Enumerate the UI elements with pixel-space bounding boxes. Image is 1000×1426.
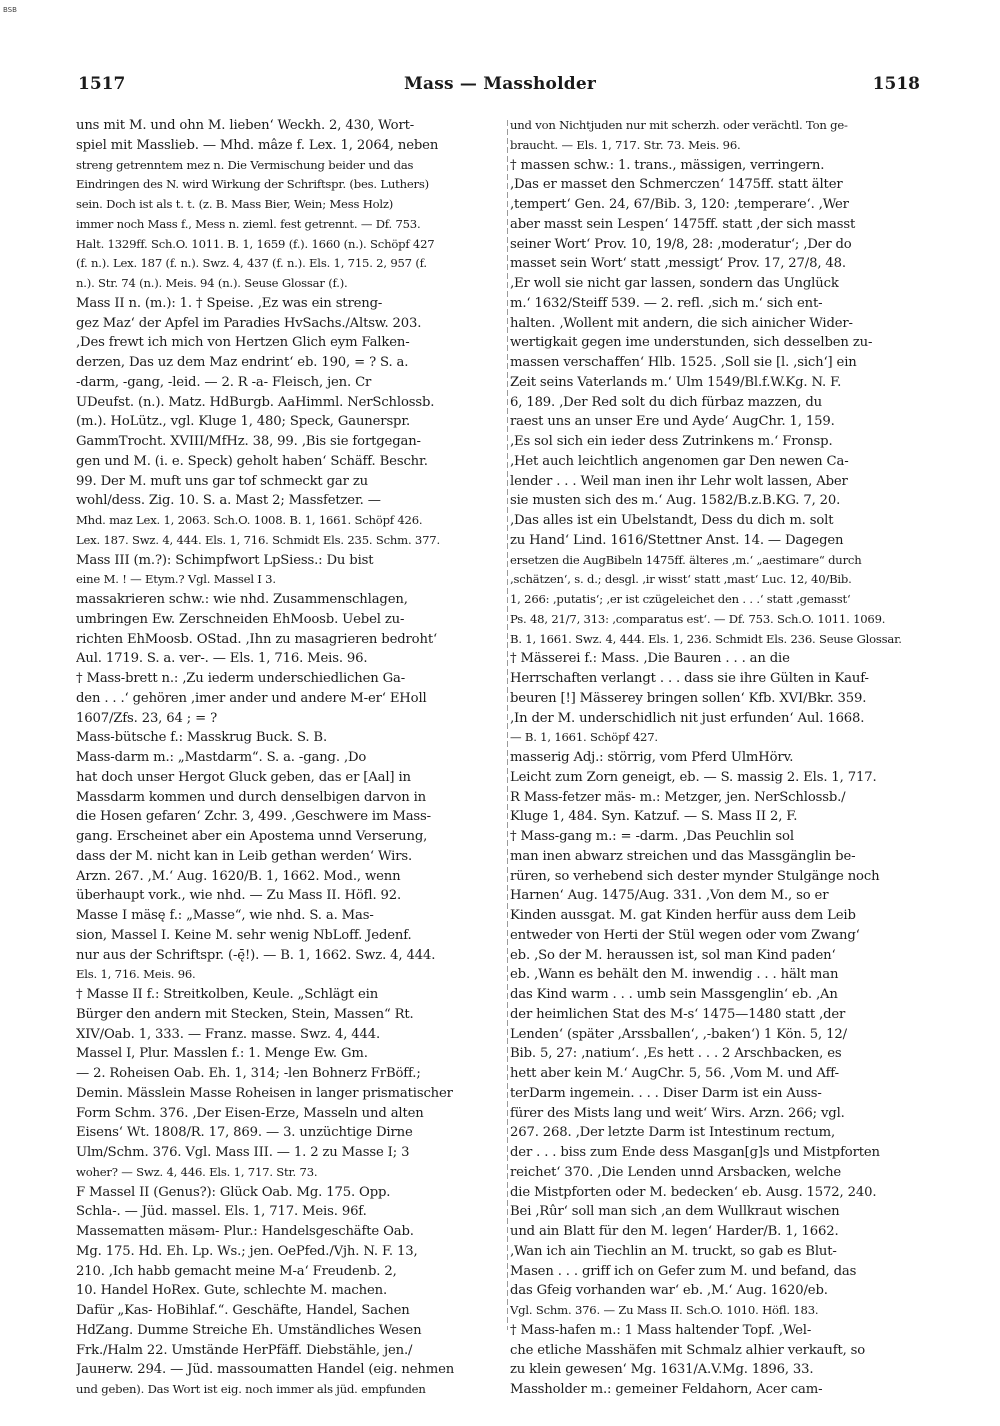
text-line: ‚In der M. underschidlich nit just erfunden‘ Aul. 1668. [510, 710, 865, 726]
text-line: — 2. Roheisen Oab. Eh. 1, 314; -len Bohnerz FrBöff.; [76, 1066, 421, 1081]
text-line: † Mass-gang m.: = -darm. ‚Das Peuchlin sol [510, 829, 794, 844]
text-line: der heimlichen Stat des M-s‘ 1475—1480 statt ‚der [510, 1006, 846, 1022]
text-line: massen verschaffen‘ Hlb. 1525. ‚Soll sie [l. ‚sich‘] ein [510, 355, 857, 370]
text-line: Bib. 5, 27: ‚natium‘. ‚Es hett . . . 2 Arschbacken, es [510, 1046, 842, 1062]
text-line: 6, 189. ‚Der Red solt du dich fürbaz mazzen, du [510, 394, 822, 410]
text-line: ‚Das alles ist ein Ubelstandt, Dess du dich m. solt [510, 513, 834, 528]
text-line: Ulm/Schm. 376. Vgl. Mass III. — 1. 2 zu Masse I; 3 [76, 1145, 410, 1160]
text-line: die Hosen gefaren‘ Zchr. 3, 499. ‚Geschwere im Mass- [76, 809, 431, 825]
text-line: terDarm ingemein. . . . Diser Darm ist ein Auss- [510, 1085, 822, 1101]
text-line: Ps. 48, 21/7, 313: ‚comparatus est‘. — Df. 753. Sch.O. 1011. 1069. [510, 611, 886, 626]
text-line: sion, Massel I. Keine M. sehr wenig NbLoff. Jedenf. [76, 927, 412, 943]
text-line: uns mit M. und ohn M. lieben‘ Weckh. 2, 430, Wort- [76, 118, 415, 133]
text-line: 210. ‚Ich habb gemacht meine M-a‘ Freudenb. 2, [76, 1263, 397, 1279]
text-line: aber masst sein Lespen‘ 1475ff. statt ‚der sich masst [510, 216, 856, 232]
text-line: HdZang. Dumme Streiche Eh. Umständliches Wesen [76, 1322, 422, 1338]
text-line: masset sein Wort‘ statt ‚messigt‘ Prov. 17, 27/8, 48. [510, 256, 846, 272]
text-line: Mass II n. (m.): 1. † Speise. ‚Ez was ein streng- [76, 295, 383, 311]
text-line: derzen, Das uz dem Maz endrint‘ eb. 190, = ? S. a. [76, 355, 409, 370]
text-line: ‚Er woll sie nicht gar lassen, sondern das Unglück [510, 276, 839, 291]
text-line: massakrieren schw.: wie nhd. Zusammenschlagen, [76, 592, 408, 607]
text-line: Kinden aussgat. M. gat Kinden herfür auss dem Leib [510, 908, 856, 923]
text-line: Schla-. — Jüd. massel. Els. 1, 717. Meis. 96f. [76, 1204, 367, 1220]
text-line: ‚Des frewt ich mich von Hertzen Glich eym Falken- [76, 335, 410, 351]
text-line: sie musten sich des m.‘ Aug. 1582/B.z.B.KG. 7, 20. [510, 493, 841, 509]
text-line: und geben). Das Wort ist eig. noch immer als jüd. empfunden [76, 1382, 426, 1396]
text-line: Form Schm. 376. ‚Der Eisen-Erze, Masseln und alten [76, 1105, 424, 1121]
text-line: den . . .‘ gehören ‚imer ander und andere M-er‘ EHoll [76, 690, 427, 706]
text-line: R Mass-fetzer mäs- m.: Metzger, jen. NerSchlossb./ [510, 789, 846, 805]
text-line: hett aber kein M.‘ AugChr. 5, 56. ‚Vom M. und Aff- [510, 1066, 839, 1081]
right-column [510, 116, 928, 1400]
text-line: und ain Blatt für den M. legen‘ Harder/B. 1, 1662. [510, 1224, 839, 1239]
text-line: eine M. ! — Etym.? Vgl. Massel I 3. [76, 572, 276, 587]
text-line: Mass III (m.?): Schimpfwort LpSiess.: Du bist [76, 552, 374, 568]
text-line: Mg. 175. Hd. Eh. Lp. Ws.; jen. OePfed./Vjh. N. F. 13, [76, 1243, 418, 1259]
page-title: Mass — Massholder [403, 74, 596, 94]
text-line: Dafür „Kas- HoBihlaf.“. Geschäfte, Handel, Sachen [76, 1303, 410, 1318]
left-column [76, 116, 504, 1400]
text-line: nur aus der Schriftspr. (-ę̄!). — B. 1, 1662. Swz. 4, 444. [76, 947, 436, 963]
text-line: † Mass-hafen m.: 1 Mass haltender Topf. ‚Wel- [510, 1322, 812, 1338]
text-line: gang. Erscheinet aber ein Apostema unnd Verserung, [76, 829, 428, 844]
text-line: Vgl. Schm. 376. — Zu Mass II. Sch.O. 1010. Höfl. 183. [510, 1303, 819, 1317]
text-line: che etliche Masshäfen mit Schmalz alhier verkauft, so [510, 1342, 866, 1358]
text-line: ‚tempert‘ Gen. 24, 67/Bib. 3, 120: ‚temperare‘. ‚Wer [510, 197, 849, 212]
text-line: und von Nichtjuden nur mit scherzh. oder verächtl. Ton ge- [510, 118, 848, 132]
text-line: Mhd. maz Lex. 1, 2063. Sch.O. 1008. B. 1, 1661. Schöpf 426. [76, 513, 423, 527]
text-line: gez Maz‘ der Apfel im Paradies HvSachs./Altsw. 203. [76, 315, 422, 331]
text-line: Harnen‘ Aug. 1475/Aug. 331. ‚Von dem M., so er [510, 888, 829, 904]
text-line: Halt. 1329ff. Sch.O. 1011. B. 1, 1659 (f.). 1660 (n.). Schöpf 427 [76, 236, 435, 251]
text-line: F Massel II (Genus?): Glück Oab. Mg. 175. Opp. [76, 1184, 391, 1200]
text-line: richten EhMoosb. OStad. ‚Ihn zu masagrieren bedroht‘ [76, 631, 438, 647]
text-line: Bei ‚Rûr‘ soll man sich ‚an dem Wullkraut wischen [510, 1204, 840, 1220]
text-line: UDeufst. (n.). Matz. HdBurgb. AaHimml. NerSchlossb. [76, 394, 435, 410]
text-line: Eindringen des N. wird Wirkung der Schriftspr. (bes. Luthers) [76, 177, 429, 192]
text-line: entweder von Herti der Stül wegen oder vom Zwang‘ [510, 927, 860, 943]
text-line: -darm, -gang, -leid. — 2. R -a- Fleisch, jen. Cr [76, 374, 372, 390]
text-line: Massholder m.: gemeiner Feldahorn, Acer cam- [510, 1382, 823, 1397]
text-line: sein. Doch ist als t. t. (z. B. Mass Bier, Wein; Mess Holz) [76, 197, 394, 211]
text-line: Mass-bütsche f.: Masskrug Buck. S. B. [76, 730, 328, 746]
text-line: rüren, so verhebend sich dester mynder Stulgänge noch [510, 868, 880, 884]
text-line: GammTrocht. XVIII/MfHz. 38, 99. ‚Bis sie fortgegan- [76, 434, 421, 449]
text-line: XIV/Oab. 1, 333. — Franz. masse. Swz. 4, 444. [76, 1026, 381, 1042]
text-line: fürer des Mists lang und weit‘ Wirs. Arzn. 266; vgl. [510, 1105, 845, 1121]
text-line: Leicht zum Zorn geneigt, eb. — S. massig 2. Els. 1, 717. [510, 769, 877, 785]
text-line: Demin. Mässlein Masse Roheisen in langer prismatischer [76, 1085, 453, 1101]
library-stamp: BSB [3, 6, 17, 14]
text-line: der . . . biss zum Ende dess Masgan[g]s und Mistpforten [510, 1145, 880, 1160]
text-line: reichet‘ 370. ‚Die Lenden unnd Arsbacken, welche [510, 1164, 842, 1180]
column-divider [507, 120, 508, 1330]
text-line: Frk./Halm 22. Umstände HerPfäff. Diebstähle, jen./ [76, 1342, 413, 1358]
page-number-left: 1517 [78, 74, 126, 94]
text-line: raest uns an unser Ere und Ayde‘ AugChr. 1, 159. [510, 414, 835, 430]
text-line: Bürger den andern mit Stecken, Stein, Massen“ Rt. [76, 1006, 414, 1022]
text-line: dass der M. nicht kan in Leib gethan werden‘ Wirs. [76, 848, 413, 864]
text-line: eb. ‚Wann es behält den M. inwendig . . . hält man [510, 967, 839, 983]
text-line: gen und M. (i. e. Speck) geholt haben‘ Schäff. Beschr. [76, 453, 428, 469]
text-line: man inen abwarz streichen und das Massgänglin be- [510, 848, 856, 864]
text-line: das Kind warm . . . umb sein Massgenglin‘ eb. ‚An [510, 987, 838, 1002]
text-line: Els. 1, 716. Meis. 96. [76, 967, 196, 982]
text-line: — B. 1, 1661. Schöpf 427. [510, 730, 658, 745]
text-line: Arzn. 267. ‚M.‘ Aug. 1620/B. 1, 1662. Mod., wenn [76, 868, 401, 884]
text-line: seiner Wort‘ Prov. 10, 19/8, 28: ‚moderatur‘; ‚Der do [510, 236, 852, 252]
page-number-right: 1518 [872, 74, 920, 94]
text-line: ‚schätzen‘, s. d.; desgl. ‚ir wisst‘ statt ‚mast‘ Luc. 12, 40/Bib. [510, 572, 852, 587]
text-line: † Mass-brett n.: ‚Zu iederm underschiedlichen Ga- [76, 671, 406, 686]
text-line: ‚Das er masset den Schmerczen‘ 1475ff. statt älter [510, 177, 843, 193]
text-line: beuren [!] Mässerey bringen sollen‘ Kfb. XVI/Bkr. 359. [510, 690, 867, 706]
text-line: halten. ‚Wollent mit andern, die sich ainicher Wider- [510, 315, 853, 331]
text-line: Mass-darm m.: „Mastdarm“. S. a. -gang. ‚Do [76, 750, 367, 765]
text-line: Masse I mäsę f.: „Masse“, wie nhd. S. a. Mas- [76, 908, 374, 923]
text-line: wertigkait gegen ime understunden, sich desselben zu- [510, 335, 873, 351]
text-line: zu Hand‘ Lind. 1616/Stettner Anst. 14. — Dagegen [510, 532, 844, 548]
text-line: lender . . . Weil man inen ihr Lehr wolt lassen, Aber [510, 473, 848, 489]
text-line: das Gfeig vorhanden war‘ eb. ‚M.‘ Aug. 1620/eb. [510, 1283, 828, 1299]
text-line: ‚Wan ich ain Tiechlin an M. truckt, so gab es Blut- [510, 1243, 837, 1259]
text-line: Zeit seins Vaterlands m.‘ Ulm 1549/Bl.f.W.Kg. N. F. [510, 374, 842, 390]
text-line: Massdarm kommen und durch denselbigen darvon in [76, 789, 427, 805]
text-line: Eisens‘ Wt. 1808/R. 17, 869. — 3. unzüchtige Dirne [76, 1125, 413, 1141]
text-line: Jauнerw. 294. — Jüd. massoumatten Handel (eig. nehmen [76, 1362, 455, 1378]
text-line: 99. Der M. muft uns gar tof schmeckt gar zu [76, 473, 368, 489]
text-line: Masen . . . griff ich on Gefer zum M. und befand, das [510, 1263, 857, 1279]
text-line: ersetzen die AugBibeln 1475ff. älteres ‚m.‘ „aestimare“ durch [510, 552, 862, 567]
text-line: woher? — Swz. 4, 446. Els. 1, 717. Str. 73. [76, 1164, 318, 1179]
text-line: 10. Handel HoRex. Gute, schlechte M. machen. [76, 1283, 388, 1299]
text-line: wohl/dess. Zig. 10. S. a. Mast 2; Massfetzer. — [76, 493, 381, 509]
text-line: masserig Adj.: störrig, vom Pferd UlmHörv. [510, 750, 794, 765]
text-line: umbringen Ew. Zerschneiden EhMoosb. Uebel zu- [76, 611, 405, 627]
text-line: ‚Het auch leichtlich angenomen gar Den newen Ca- [510, 453, 849, 469]
text-line: Lenden‘ (später ‚Arssballen‘, ‚-baken‘) 1 Kön. 5, 12/ [510, 1026, 847, 1042]
text-line: † massen schw.: 1. trans., mässigen, verringern. [510, 157, 825, 173]
text-line: Herrschaften verlangt . . . dass sie ihre Gülten in Kauf- [510, 671, 869, 686]
text-line: Massematten mäsəm- Plur.: Handelsgeschäfte Oab. [76, 1224, 414, 1239]
text-line: † Masse II f.: Streitkolben, Keule. „Schlägt ein [76, 987, 379, 1002]
text-line: immer noch Mass f., Mess n. zieml. fest getrennt. — Df. 753. [76, 216, 421, 231]
text-line: B. 1, 1661. Swz. 4, 444. Els. 1, 236. Schmidt Els. 236. Seuse Glossar. [510, 631, 902, 646]
text-line: eb. ‚So der M. heraussen ist, sol man Kind paden‘ [510, 947, 836, 963]
text-line: (m.). HoLütz., vgl. Kluge 1, 480; Speck, Gaunerspr. [76, 414, 411, 430]
text-line: Kluge 1, 484. Syn. Katzuf. — S. Mass II 2, F. [510, 809, 798, 825]
text-line: 1, 266: ‚putatis‘; ‚er ist czügeleichet den . . .‘ statt ‚gemasst‘ [510, 592, 851, 606]
text-line: überhaupt vork., wie nhd. — Zu Mass II. Höfl. 92. [76, 888, 402, 904]
text-line: ‚Es sol sich ein ieder dess Zutrinkens m.‘ Fronsp. [510, 434, 833, 449]
text-line: Massel I, Plur. Masslen f.: 1. Menge Ew. Gm. [76, 1046, 368, 1062]
text-line: 1607/Zfs. 23, 64 ; = ? [76, 710, 217, 726]
text-line: streng getrenntem mez n. Die Vermischung beider und das [76, 157, 414, 172]
text-line: Lex. 187. Swz. 4, 444. Els. 1, 716. Schmidt Els. 235. Schm. 377. [76, 532, 440, 547]
text-line: die Mistpforten oder M. bedecken‘ eb. Ausg. 1572, 240. [510, 1184, 877, 1200]
text-line: (f. n.). Lex. 187 (f. n.). Swz. 4, 437 (f. n.). Els. 1, 715. 2, 957 (f. [76, 256, 427, 271]
text-line: spiel mit Masslieb. — Mhd. mâze f. Lex. 1, 2064, neben [76, 137, 439, 153]
text-line: hat doch unser Hergot Gluck geben, das er [Aal] in [76, 769, 411, 785]
text-line: m.‘ 1632/Steiff 539. — 2. refl. ‚sich m.‘ sich ent- [510, 295, 823, 311]
text-line: † Mässerei f.: Mass. ‚Die Bauren . . . an die [510, 651, 790, 667]
text-line: n.). Str. 74 (n.). Meis. 94 (n.). Seuse Glossar (f.). [76, 276, 348, 290]
text-line: zu klein gewesen‘ Mg. 1631/A.V.Mg. 1896, 33. [510, 1362, 814, 1378]
text-line: braucht. — Els. 1, 717. Str. 73. Meis. 96. [510, 137, 741, 152]
text-line: Aul. 1719. S. a. ver-. — Els. 1, 716. Meis. 96. [76, 651, 368, 667]
text-line: 267. 268. ‚Der letzte Darm ist Intestinum rectum, [510, 1125, 836, 1141]
